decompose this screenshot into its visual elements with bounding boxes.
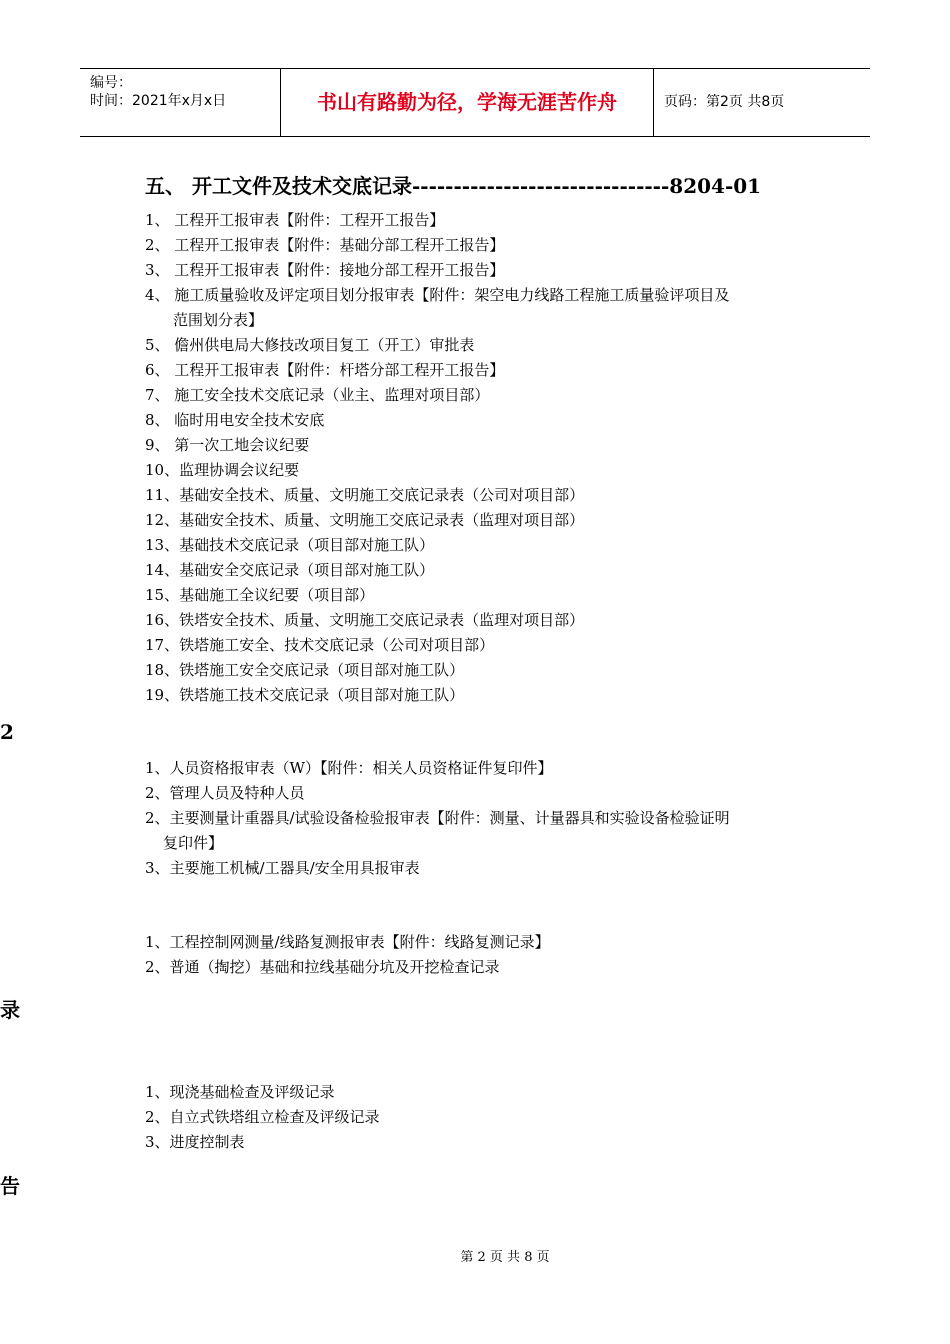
list-item: 18、铁塔施工安全交底记录（项目部对施工队）	[145, 661, 465, 679]
list-item: 7、 施工安全技术交底记录（业主、监理对项目部）	[145, 386, 490, 404]
list-item: 1、工程控制网测量/线路复测报审表【附件：线路复测记录】	[145, 933, 550, 951]
section-item-list	[145, 208, 729, 708]
number-label: 编号：	[90, 75, 132, 91]
list-item: 1、 工程开工报审表【附件：工程开工报告】	[145, 211, 445, 229]
list-item: 2、主要测量计重器具/试验设备检验报审表【附件：测量、计量器具和实验设备检验证明	[145, 809, 730, 827]
list-item: 9、 第一次工地会议纪要	[145, 436, 310, 454]
section-title: 五、 开工文件及技术交底记录-------------------------------8204-01	[145, 174, 762, 198]
personnel-item-list	[145, 756, 730, 881]
edge-mark: 录	[0, 998, 20, 1022]
list-item: 3、 工程开工报审表【附件：接地分部工程开工报告】	[145, 261, 505, 279]
list-item: 17、铁塔施工安全、技术交底记录（公司对项目部）	[145, 636, 495, 654]
list-item: 10、监理协调会议纪要	[145, 461, 300, 479]
list-item: 6、 工程开工报审表【附件：杆塔分部工程开工报告】	[145, 361, 505, 379]
page-footer: 第 2 页 共 8 页	[460, 1250, 550, 1265]
list-item: 8、 临时用电安全技术安底	[145, 411, 325, 429]
survey-item-list	[145, 930, 550, 980]
header-motto: 书山有路勤为径，学海无涯苦作舟	[281, 69, 654, 136]
list-item: 2、普通（掏挖）基础和拉线基础分坑及开挖检查记录	[145, 958, 500, 976]
header-meta-cell	[80, 69, 281, 136]
list-item: 1、人员资格报审表（W）【附件：相关人员资格证件复印件】	[145, 759, 553, 777]
list-item: 3、主要施工机械/工器具/安全用具报审表	[145, 859, 420, 877]
list-item: 2、自立式铁塔组立检查及评级记录	[145, 1108, 380, 1126]
list-item-continuation: 复印件】	[163, 834, 224, 852]
list-item: 13、基础技术交底记录（项目部对施工队）	[145, 536, 435, 554]
date-label: 时间：2021年x月x日	[90, 93, 227, 109]
list-item: 2、管理人员及特种人员	[145, 784, 305, 802]
list-item: 4、 施工质量验收及评定项目划分报审表【附件：架空电力线路工程施工质量验评项目及	[145, 286, 730, 304]
list-item: 16、铁塔安全技术、质量、文明施工交底记录表（监理对项目部）	[145, 611, 585, 629]
list-item: 3、进度控制表	[145, 1133, 245, 1151]
list-item-continuation: 范围划分表】	[173, 311, 264, 329]
header-table	[80, 68, 870, 137]
list-item: 5、 儋州供电局大修技改项目复工（开工）审批表	[145, 336, 475, 354]
list-item: 1、现浇基础检查及评级记录	[145, 1083, 335, 1101]
list-item: 14、基础安全交底记录（项目部对施工队）	[145, 561, 435, 579]
list-item: 2、 工程开工报审表【附件：基础分部工程开工报告】	[145, 236, 505, 254]
header-page-info: 页码：第2页 共8页	[664, 94, 785, 110]
inspection-item-list	[145, 1080, 380, 1155]
list-item: 19、铁塔施工技术交底记录（项目部对施工队）	[145, 686, 465, 704]
edge-mark: 告	[0, 1174, 20, 1198]
edge-mark: 2	[0, 720, 14, 744]
list-item: 15、基础施工全议纪要（项目部）	[145, 586, 375, 604]
list-item: 12、基础安全技术、质量、文明施工交底记录表（监理对项目部）	[145, 511, 585, 529]
list-item: 11、基础安全技术、质量、文明施工交底记录表（公司对项目部）	[145, 486, 585, 504]
